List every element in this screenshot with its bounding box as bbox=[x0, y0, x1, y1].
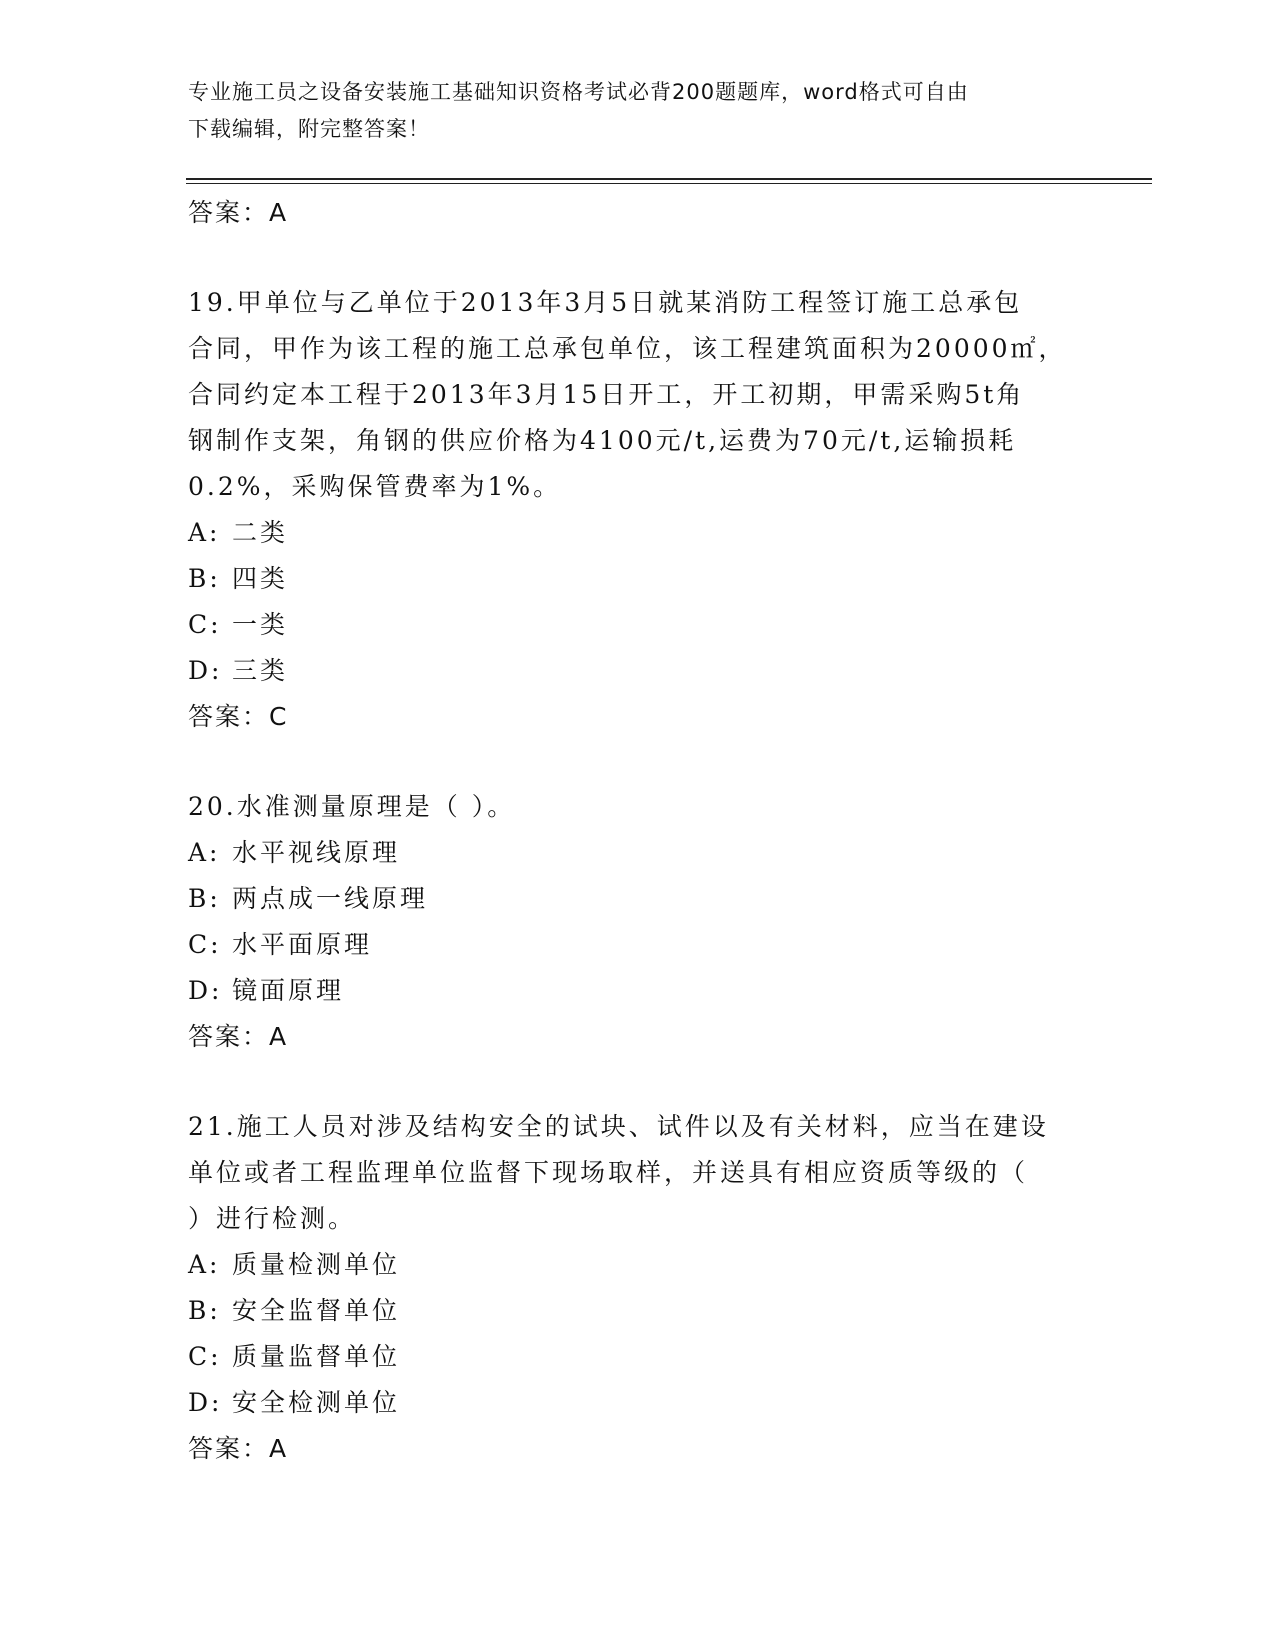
option-letter: A: bbox=[188, 518, 221, 547]
option-text: 水平面原理 bbox=[232, 930, 373, 959]
option-a bbox=[188, 510, 1088, 556]
question-text-line: 21.施工人员对涉及结构安全的试块、试件以及有关材料，应当在建设 bbox=[188, 1112, 1049, 1141]
option-text: 一类 bbox=[232, 610, 289, 639]
option-text: 质量监督单位 bbox=[232, 1342, 401, 1371]
option-letter: C: bbox=[188, 610, 222, 639]
option-letter: C: bbox=[188, 1342, 222, 1371]
option-text: 镜面原理 bbox=[232, 976, 345, 1005]
option-a bbox=[188, 1242, 1088, 1288]
document-body bbox=[188, 190, 1088, 1472]
option-text: 安全检测单位 bbox=[232, 1388, 401, 1417]
option-text: 二类 bbox=[232, 518, 289, 547]
option-text: 水平视线原理 bbox=[232, 838, 401, 867]
answer-line: 答案：A bbox=[188, 1434, 289, 1463]
option-text: 三类 bbox=[232, 656, 289, 685]
option-text: 质量检测单位 bbox=[232, 1250, 401, 1279]
option-c bbox=[188, 1334, 1088, 1380]
option-letter: B: bbox=[188, 884, 221, 913]
question-text-line: 合同，甲作为该工程的施工总承包单位，该工程建筑面积为20000㎡， bbox=[188, 334, 1067, 363]
header-line-1: 专业施工员之设备安装施工基础知识资格考试必背200题题库，word格式可自由 bbox=[188, 80, 969, 104]
option-letter: D: bbox=[188, 976, 223, 1005]
option-text: 四类 bbox=[232, 564, 289, 593]
question-text-line: ）进行检测。 bbox=[188, 1204, 357, 1233]
option-letter: D: bbox=[188, 1388, 223, 1417]
option-letter: A: bbox=[188, 838, 221, 867]
option-b bbox=[188, 1288, 1088, 1334]
option-letter: D: bbox=[188, 656, 223, 685]
answer-line: 答案：A bbox=[188, 1022, 289, 1051]
option-d bbox=[188, 1380, 1088, 1426]
previous-answer: 答案：A bbox=[188, 198, 289, 227]
question-block bbox=[188, 784, 1088, 1060]
option-c bbox=[188, 922, 1088, 968]
question-text-line: 单位或者工程监理单位监督下现场取样，并送具有相应资质等级的（ bbox=[188, 1158, 1029, 1187]
question-block bbox=[188, 280, 1088, 740]
document-header bbox=[188, 74, 1068, 148]
answer-line: 答案：C bbox=[188, 702, 289, 731]
header-rule-thick bbox=[186, 178, 1152, 180]
option-letter: C: bbox=[188, 930, 222, 959]
option-letter: A: bbox=[188, 1250, 221, 1279]
option-d bbox=[188, 968, 1088, 1014]
option-b bbox=[188, 876, 1088, 922]
header-line-2: 下载编辑，附完整答案！ bbox=[188, 117, 430, 141]
question-text-line: 19.甲单位与乙单位于2013年3月5日就某消防工程签订施工总承包 bbox=[188, 288, 1023, 317]
option-text: 安全监督单位 bbox=[232, 1296, 401, 1325]
spacer bbox=[188, 740, 1088, 784]
option-d bbox=[188, 648, 1088, 694]
header-rule-thin bbox=[186, 183, 1152, 184]
question-text-line: 钢制作支架，角钢的供应价格为4100元/t,运费为70元/t,运输损耗 bbox=[188, 426, 1017, 455]
question-block bbox=[188, 1104, 1088, 1472]
option-letter: B: bbox=[188, 1296, 221, 1325]
question-text-line: 合同约定本工程于2013年3月15日开工，开工初期，甲需采购5t角 bbox=[188, 380, 1025, 409]
option-letter: B: bbox=[188, 564, 221, 593]
option-a bbox=[188, 830, 1088, 876]
option-c bbox=[188, 602, 1088, 648]
option-text: 两点成一线原理 bbox=[232, 884, 429, 913]
spacer bbox=[188, 236, 1088, 280]
option-b bbox=[188, 556, 1088, 602]
question-text-line: 0.2%，采购保管费率为1%。 bbox=[188, 472, 562, 501]
question-text-line: 20.水准测量原理是（ ）。 bbox=[188, 792, 516, 821]
spacer bbox=[188, 1060, 1088, 1104]
